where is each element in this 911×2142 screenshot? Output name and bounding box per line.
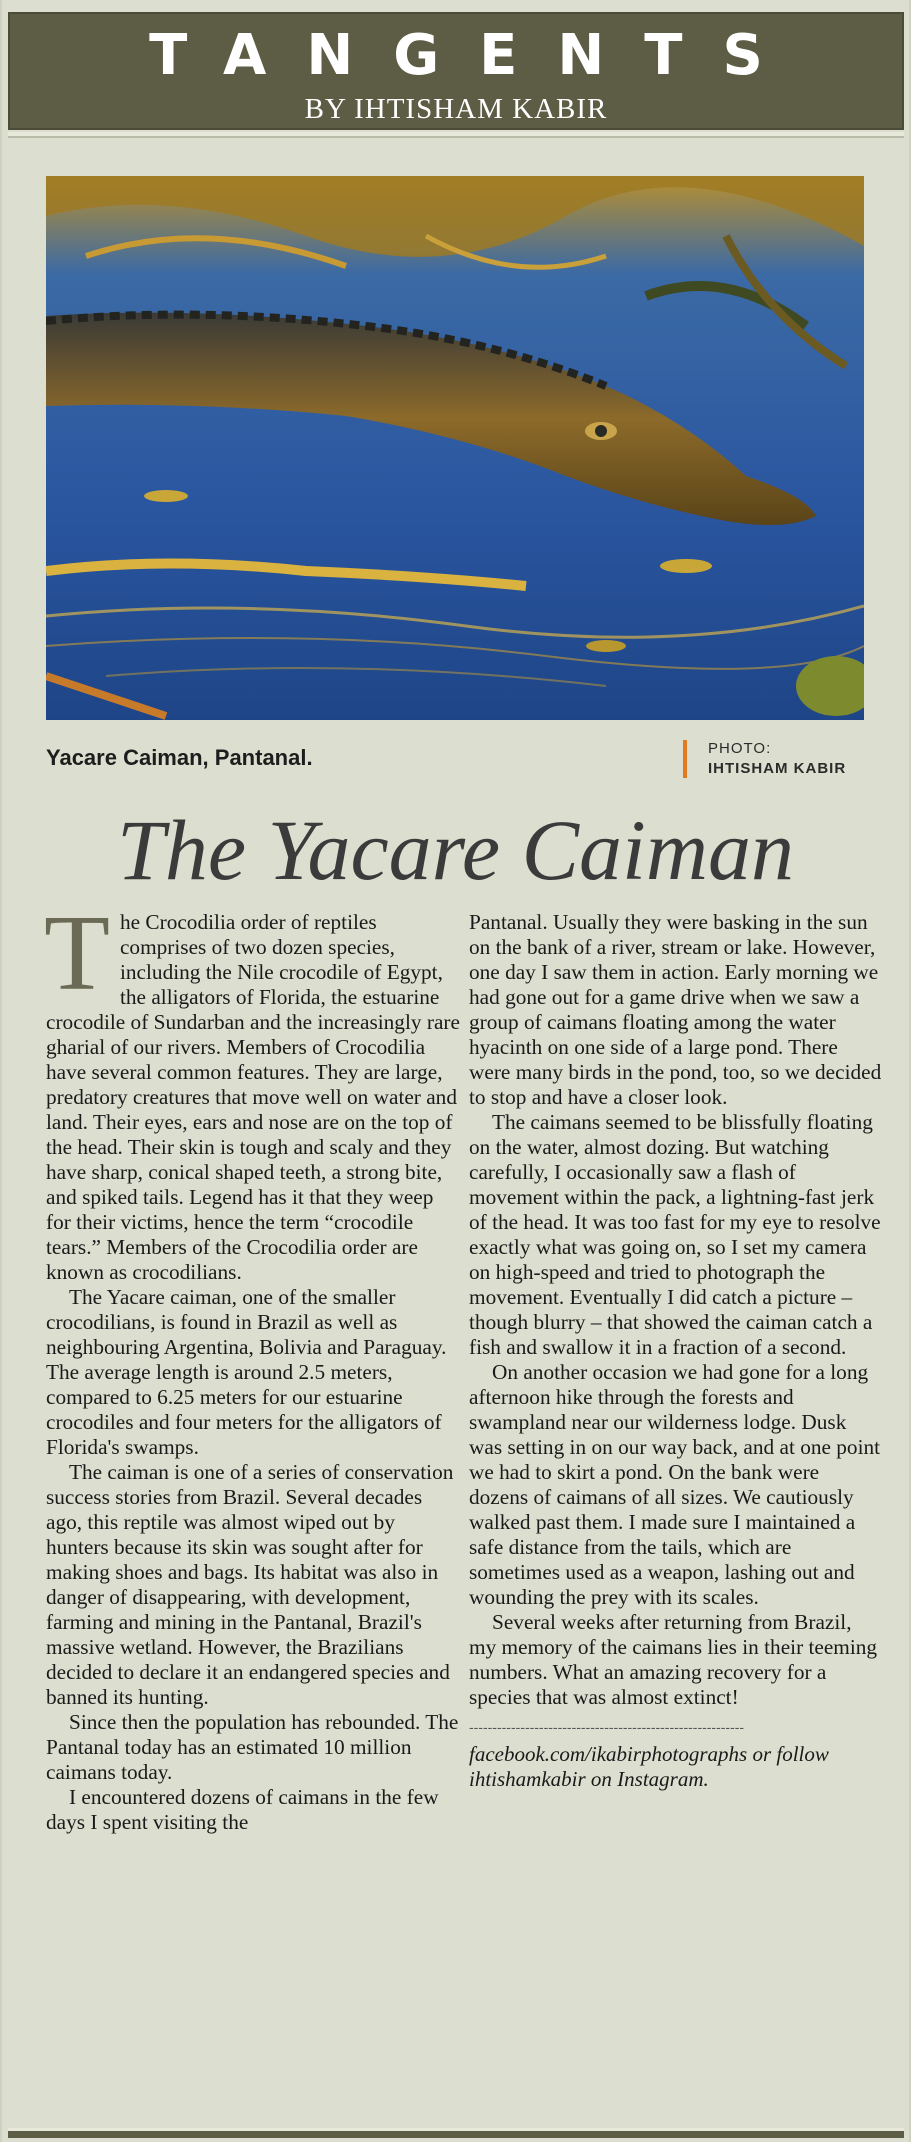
article-paragraph: The Yacare caiman, one of the smaller crocodilians, is found in Brazil as well as neighbouring Argentina, Bolivia and Paraguay. The average length is around 2.5 meters, compared to 6.25 meters for our estuarine crocodiles and four meters for the alligators of Florida's swamps. <box>46 1285 447 1459</box>
photo-credit-label: PHOTO: <box>708 740 772 757</box>
article-headline: The Yacare Caiman <box>117 802 794 898</box>
social-media-note: facebook.com/ikabirphotographs or follow ihtishamkabir on Instagram. <box>469 1742 829 1791</box>
article-paragraph: On another occasion we had gone for a long afternoon hike through the forests and swampland near our wilderness lodge. Dusk was setting in on our way back, and at one point we had to skirt a pond. On the bank were dozens of caimans of all sizes. We cautiously walked past them. I made sure I maintained a safe distance from the tails, which are sometimes used as a weapon, lashing out and wounding the prey with its scales. <box>469 1360 881 1609</box>
caiman-photo-illustration <box>46 176 864 720</box>
article-paragraph: Pantanal. Usually they were basking in the sun on the bank of a river, stream or lake. However, one day I saw them in action. Early morning we had gone out for a game drive when we saw a group of caimans floating among the water hyacinth on one side of a large pond. There were many birds in the pond, too, so we decided to stop and have a closer look. <box>469 910 882 1109</box>
article-paragraph: I encountered dozens of caimans in the few days I spent visiting the <box>46 1785 439 1834</box>
article-paragraph: Several weeks after returning from Brazil, my memory of the caimans lies in their teeming numbers. What an amazing recovery for a species that was almost extinct! <box>469 1610 878 1709</box>
page-bottom-rule <box>8 2128 904 2138</box>
photo-credit-name: IHTISHAM KABIR <box>708 760 847 777</box>
article-paragraph: Since then the population has rebounded. The Pantanal today has an estimated 10 million caimans today. <box>46 1710 459 1784</box>
caiman-photo <box>46 176 864 720</box>
credit-accent-bar <box>683 740 687 778</box>
photo-caption: Yacare Caiman, Pantanal. <box>46 745 313 770</box>
masthead-divider <box>8 132 904 138</box>
masthead <box>8 12 904 130</box>
article-paragraph: The caimans seemed to be blissfully floating on the water, almost dozing. But watching carefully, I occasionally saw a flash of movement within the pack, a lightning-fast jerk of the head. It was too fast for my eye to resolve exactly what was going on, so I set my camera on high-speed and tried to photograph the movement. Eventually I did catch a picture – though blurry – that showed the caiman catch a fish and swallow it in a fraction of a second. <box>469 1110 881 1359</box>
drop-cap: T <box>44 894 110 1013</box>
article-paragraph: The caiman is one of a series of conservation success stories from Brazil. Several decades ago, this reptile was almost wiped out by hunters because its skin was sought after for making shoes and bags. Its habitat was also in danger of disappearing, with development, farming and mining in the Pantanal, Brazil's massive wetland. However, the Brazilians decided to declare it an endangered species and banned its hunting. <box>46 1460 454 1709</box>
column-byline: BY IHTISHAM KABIR <box>304 93 608 125</box>
article-column-right <box>469 910 883 1792</box>
footer-separator: ----------------------------------------------------------- <box>469 1720 745 1734</box>
article-paragraph: The Crocodilia order of reptiles comprises of two dozen species, including the Nile crocodile of Egypt, the alligators of Florida, the estuarine crocodile of Sundarban and the increasingly rare gharial of our rivers. Members of Crocodilia have several common features. They are large, predatory creatures that move well on water and land. Their eyes, ears and nose are on the top of the head. Their skin is tough and scaly and they have sharp, conical shaped teeth, a strong bite, and spiked tails. Legend has it that they weep for their victims, hence the term “crocodile tears.” Members of the Crocodilia order are known as crocodilians. <box>44 894 460 1284</box>
article-column-left <box>44 894 460 1835</box>
column-title: TANGENTS <box>149 23 803 88</box>
